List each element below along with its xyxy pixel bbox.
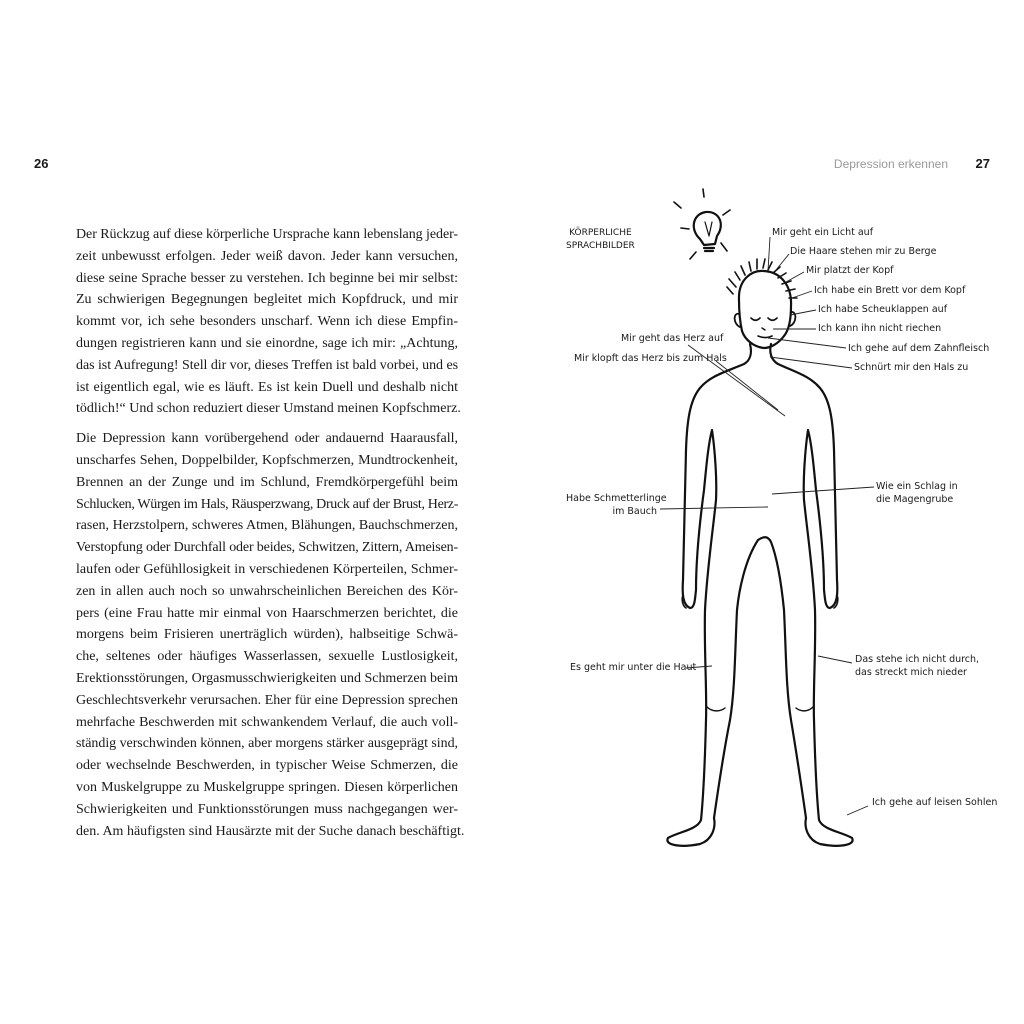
text-line: Verstopfung oder Durchfall oder beides, Schwitzen, Zittern, Ameisen- (76, 540, 458, 556)
label-herz-auf: Mir geht das Herz auf (621, 333, 724, 344)
light-bulb-icon (674, 189, 730, 259)
label-haare: Die Haare stehen mir zu Berge (790, 246, 937, 257)
text-line: kommt vor, ich sehe besonders unscharf. Wenn ich diese Empfin- (76, 314, 458, 330)
text-line: Schwierigkeiten und Funktionsstörungen muss nachgegangen wer- (76, 801, 458, 817)
text-line: morgens beim Frisieren unerträglich würden), halbseitige Schwä- (76, 627, 459, 643)
label-hals: Schnürt mir den Hals zu (854, 362, 969, 373)
text-line: rasen, Herzstolpern, schweres Atmen, Blähungen, Bauchschmerzen, (76, 518, 459, 534)
label-sohlen: Ich gehe auf leisen Sohlen (872, 797, 998, 808)
label-haut: Es geht mir unter die Haut (570, 662, 697, 673)
label-schmetterlinge (566, 492, 667, 518)
text-line: zen in allen auch noch so unwahrscheinlichen Bereichen des Kör- (76, 583, 458, 599)
label-schlag (876, 480, 958, 506)
label-licht: Mir geht ein Licht auf (772, 227, 874, 238)
label-line: die Magengrube (876, 494, 954, 505)
text-line: ständig verschwinden können, aber morgens stärker ausgeprägt sind, (76, 736, 458, 752)
label-line: im Bauch (612, 506, 657, 517)
text-line: zeit unbewusst erfolgen. Jeder weiß davon. Jeder kann versuchen, (76, 248, 458, 264)
text-line: tödlich!“ Und schon reduziert dieser Umstand meinen Kopfschmerz. (76, 401, 461, 417)
text-line: das ist Aufregung! Stell dir vor, dieses Treffen ist bald vorbei, und es (76, 357, 459, 373)
text-line: dungen registrieren kann und sie einordne, sage ich mir: „Achtung, (76, 335, 458, 351)
label-riechen: Ich kann ihn nicht riechen (818, 323, 942, 334)
text-line: von Muskelgruppe zu Muskelgruppe springen. Diesen körperlichen (76, 779, 458, 795)
label-line: Habe Schmetterlinge (566, 493, 667, 504)
text-line: mehrfache Beschwerden mit schwankendem Verlauf, die auch voll- (76, 714, 459, 730)
text-line: Die Depression kann vorübergehend oder andauernd Haarausfall, (76, 431, 458, 447)
label-durch (855, 653, 979, 679)
text-line: ist eigentlich egal, wie es läuft. Es ist kein Duell und deshalb nicht (76, 379, 458, 395)
text-line: Der Rückzug auf diese körperliche Ursprache kann lebenslang jeder- (76, 227, 459, 242)
body-outline (667, 344, 852, 846)
text-line: Zu schwierigen Begegnungen begleitet mich Kopfdruck, und mir (76, 292, 458, 308)
running-head: Depression erkennen (833, 157, 948, 171)
label-brett: Ich habe ein Brett vor dem Kopf (814, 285, 966, 296)
label-line: Das stehe ich nicht durch, (855, 654, 980, 665)
text-line: laufen oder Gefühllosigkeit in verschiedenen Körperteilen, Schmer- (76, 561, 458, 577)
figure-title-line: KÖRPERLICHE (569, 228, 632, 238)
page-number-left: 26 (34, 156, 49, 171)
hair (727, 259, 797, 298)
label-line: Wie ein Schlag in (876, 481, 958, 492)
text-line: den. Am häufigsten sind Hausärzte mit der Suche danach beschäftigt. (76, 823, 465, 839)
head (739, 271, 791, 348)
text-line: oder wechselnde Beschwerden, in typischer Weise Schmerzen, die (76, 758, 459, 774)
page-number-right: 27 (975, 156, 990, 171)
figure-title (566, 227, 635, 253)
label-zahnfleisch: Ich gehe auf dem Zahnfleisch (848, 343, 990, 354)
label-scheuklappen: Ich habe Scheuklappen auf (818, 304, 948, 315)
text-line: Schlucken, Würgen im Hals, Räusperzwang, Druck auf der Brust, Herz- (76, 496, 459, 512)
text-line: unscharfes Sehen, Doppelbilder, Kopfschmerzen, Mundtrockenheit, (76, 452, 458, 468)
label-line: das streckt mich nieder (855, 667, 967, 678)
text-line: che, seltenes oder häufiges Wasserlassen, sexuelle Lustlosigkeit, (76, 649, 458, 665)
label-kopf: Mir platzt der Kopf (806, 265, 894, 276)
label-herz-hals: Mir klopft das Herz bis zum Hals (574, 353, 727, 364)
text-line: Brennen an der Zunge und im Schlund, Fremdkörpergefühl beim (76, 474, 458, 490)
figure-title-line: SPRACHBILDER (566, 241, 635, 251)
text-line: Erektionsstörungen, Orgasmusschwierigkeiten und Schmerzen beim (76, 670, 458, 686)
text-line: Geschlechtsverkehr verursachen. Eher für eine Depression sprechen (76, 692, 458, 708)
text-line: diese seine Sprache besser zu verstehen. Ich beginne bei mir selbst: (76, 270, 458, 286)
text-line: pers (eine Frau hatte mir einmal von Haarschmerzen berichtet, die (76, 605, 459, 621)
